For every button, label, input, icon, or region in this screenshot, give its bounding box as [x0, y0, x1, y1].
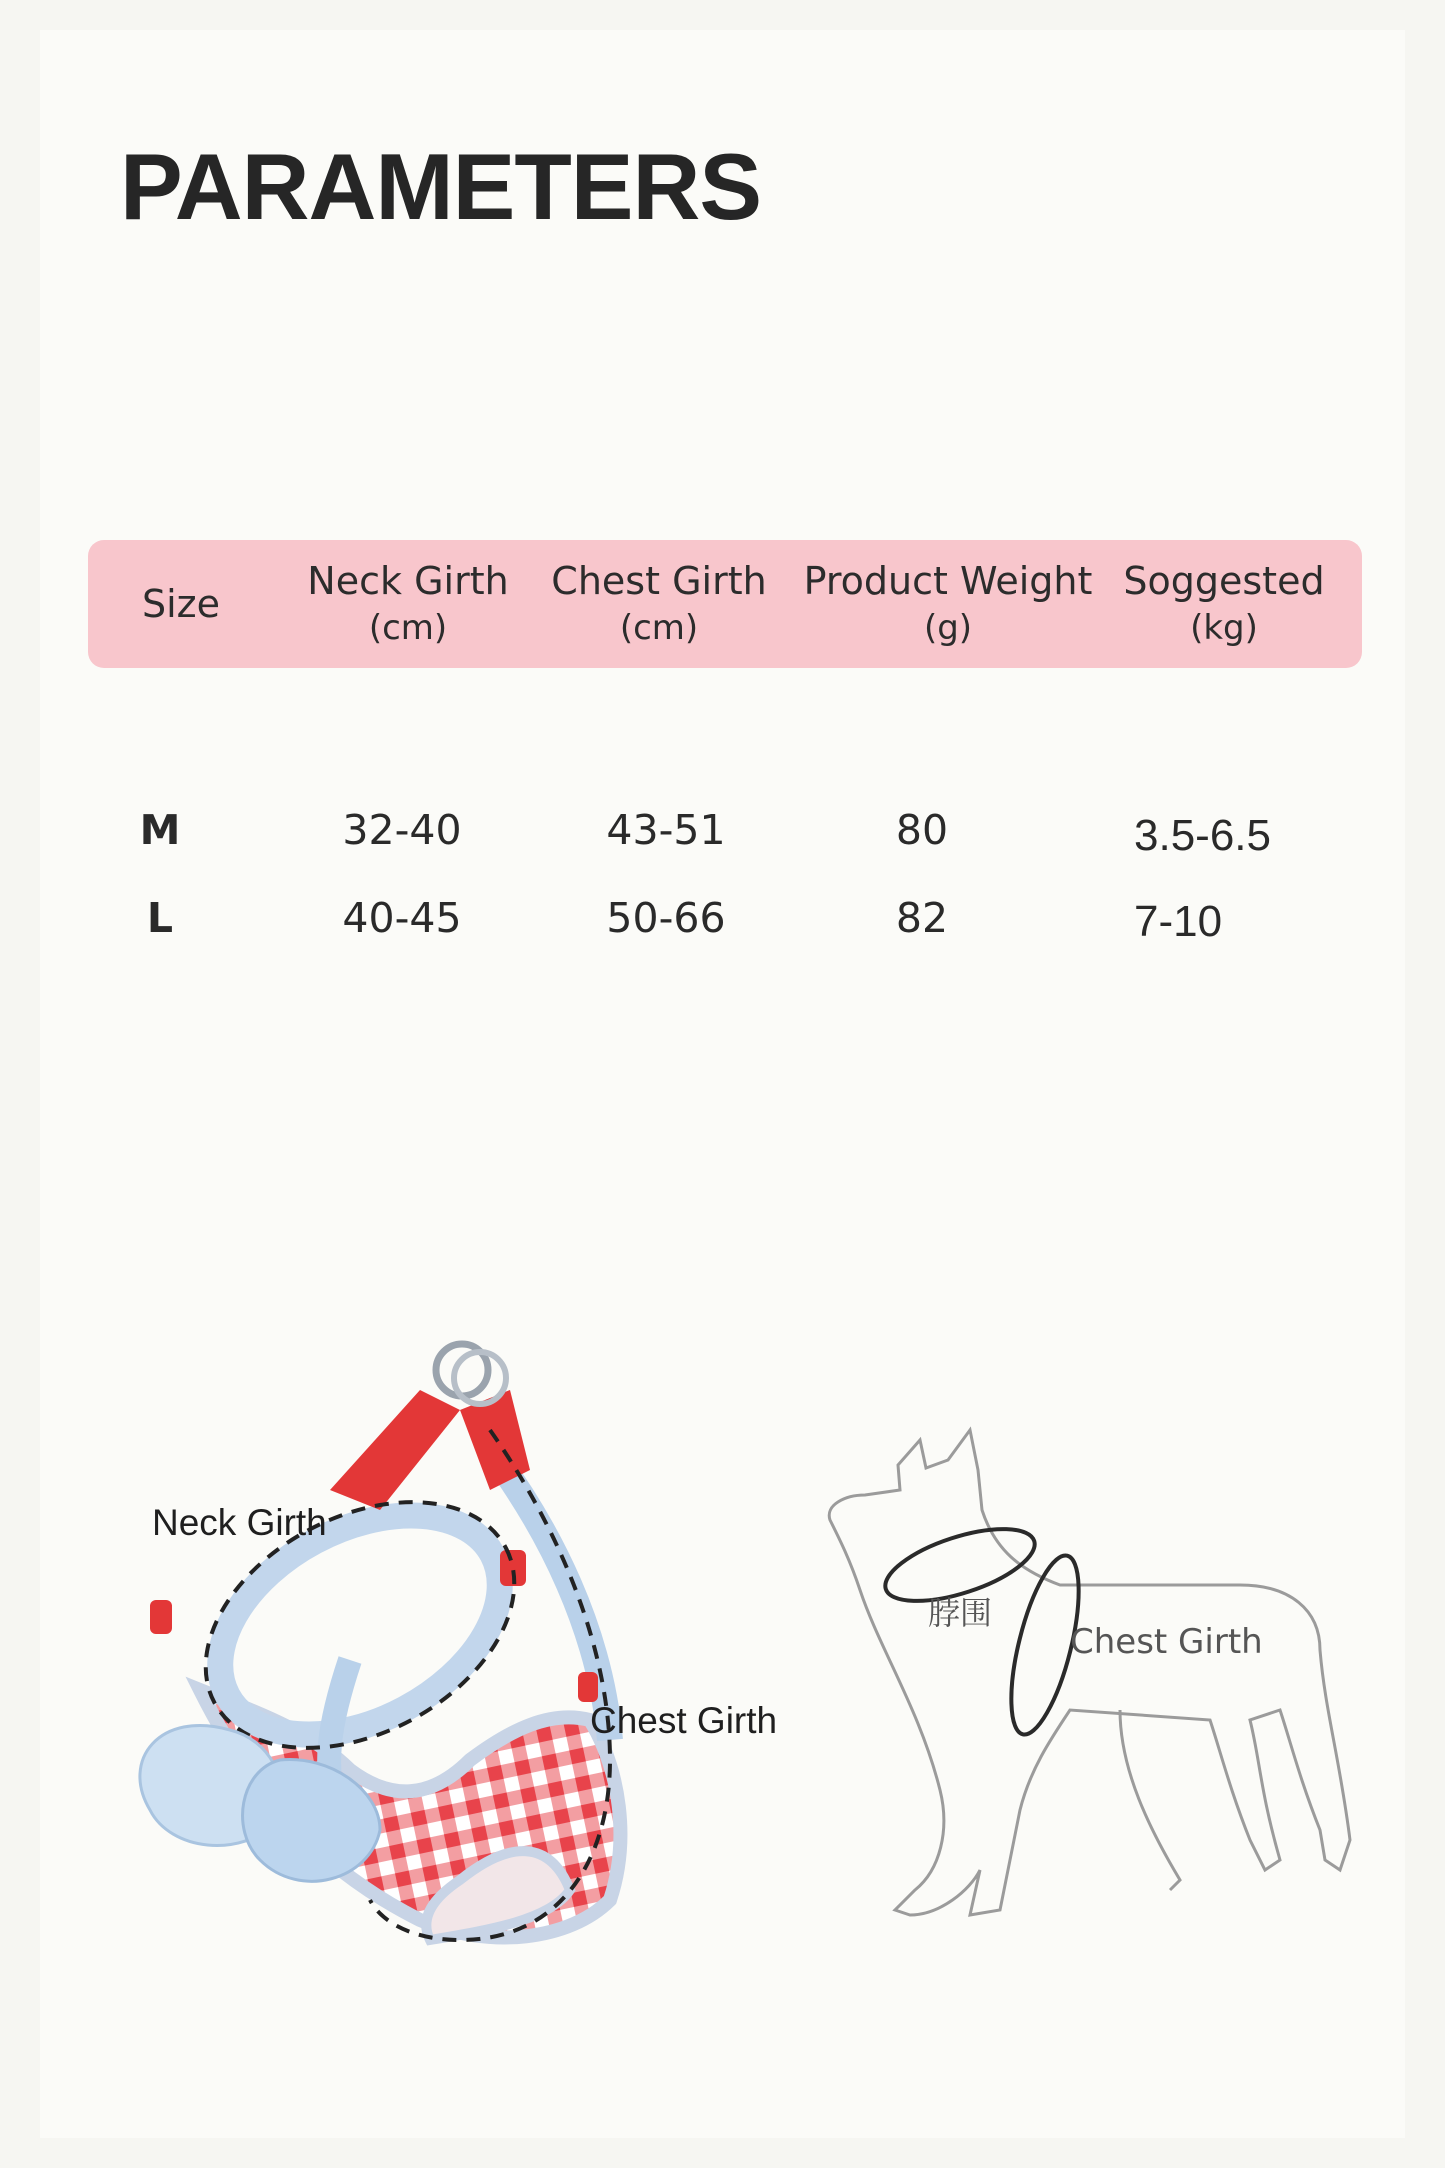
harness-red-strap	[330, 1390, 460, 1510]
header-neck-girth-label: Neck Girth	[307, 559, 509, 603]
cell-product-weight: 80	[895, 806, 949, 854]
header-suggested-label: Soggested	[1123, 559, 1325, 603]
dog-leg-outline	[1120, 1710, 1180, 1890]
cell-size: M	[139, 806, 181, 854]
cell-neck-girth: 32-40	[342, 806, 462, 854]
cell-product-weight: 82	[895, 894, 949, 942]
header-size-label: Size	[141, 582, 220, 626]
header-product-weight	[798, 540, 1098, 668]
page-title: PARAMETERS	[120, 134, 762, 239]
dog-chest-girth-label: Chest Girth	[1070, 1622, 1263, 1662]
cell-suggested: 3.5-6.5	[1134, 811, 1271, 860]
harness-neck-girth-label: Neck Girth	[152, 1502, 327, 1543]
header-chest-girth-label: Chest Girth	[551, 559, 767, 603]
header-neck-girth	[288, 540, 528, 668]
dog-outline	[829, 1430, 1350, 1915]
harness-illustration	[130, 1300, 790, 1980]
header-suggested-unit: (kg)	[1190, 608, 1258, 648]
harness-d-ring	[454, 1352, 506, 1404]
header-product-weight-label: Product Weight	[803, 559, 1093, 603]
header-chest-girth-unit: (cm)	[619, 608, 699, 648]
cell-size: L	[146, 894, 174, 942]
harness-chest-girth-label: Chest Girth	[590, 1700, 778, 1741]
dog-neck-girth-label: 脖围	[928, 1594, 993, 1632]
header-neck-girth-unit: (cm)	[368, 608, 448, 648]
header-chest-girth	[534, 540, 784, 668]
cell-chest-girth: 50-66	[606, 894, 726, 942]
cell-chest-girth: 43-51	[606, 806, 726, 854]
header-product-weight-unit: (g)	[923, 608, 973, 648]
harness-buckle	[150, 1600, 172, 1634]
harness-buckle	[578, 1672, 598, 1702]
dog-outline-illustration	[820, 1410, 1360, 1930]
cell-suggested: 7-10	[1134, 897, 1223, 946]
table-row	[0, 888, 1445, 948]
cell-neck-girth: 40-45	[342, 894, 462, 942]
table-row	[0, 800, 1445, 860]
table-header	[88, 540, 1362, 668]
header-size	[116, 540, 246, 668]
header-suggested	[1104, 540, 1344, 668]
